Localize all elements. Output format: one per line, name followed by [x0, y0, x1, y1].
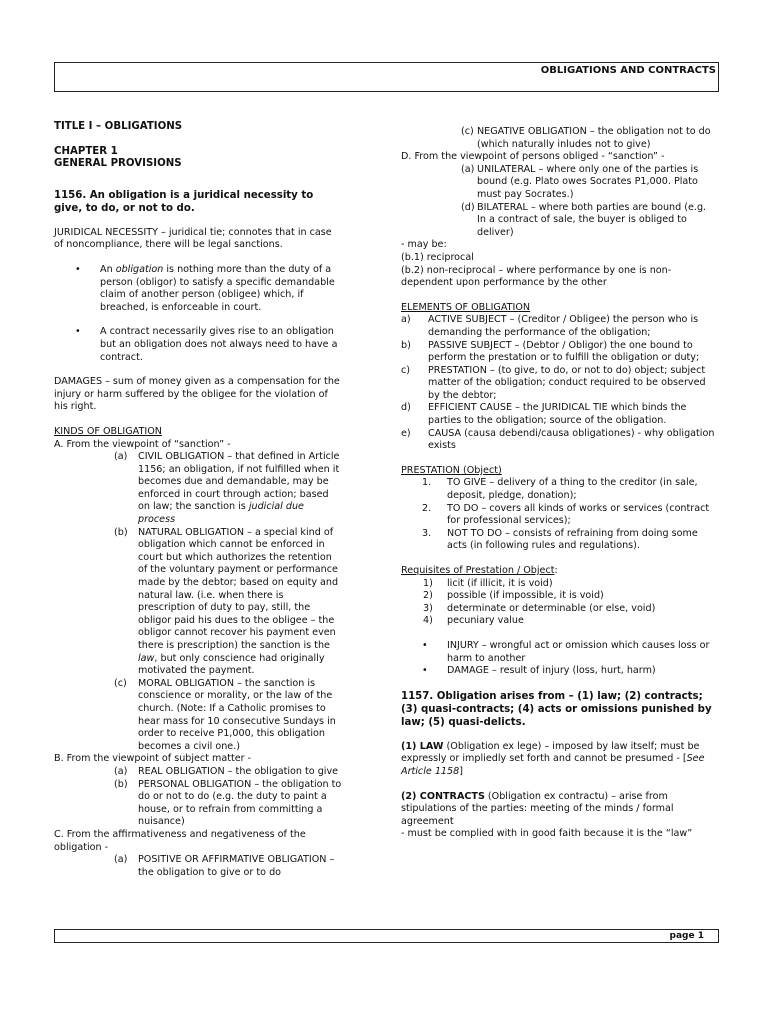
list-item: a) ACTIVE SUBJECT – (Creditor / Obligee) the person who is demanding the performance of the obligation;	[401, 314, 699, 338]
article-1156: 1156. An obligation is a juridical necessity to give, to do, or not to do.	[54, 189, 314, 214]
list-item-real: (a) REAL OBLIGATION – the obligation to give	[114, 765, 339, 777]
list-item: 1. TO GIVE – delivery of a thing to the creditor (in sale, deposit, pledge, donation);	[422, 477, 698, 502]
left-column	[54, 121, 342, 879]
requisites-heading: Requisites of Prestation / Object:	[401, 565, 558, 576]
may-be: - may be:	[401, 239, 447, 251]
title-heading: TITLE I – OBLIGATIONS	[54, 121, 183, 132]
page-footer	[54, 929, 719, 943]
list-item: e) CAUSA (causa debendi/causa obligationes) - why obligation exists	[401, 427, 715, 452]
kinds-heading: KINDS OF OBLIGATION	[54, 425, 162, 437]
prestation-heading: PRESTATION (Object)	[401, 464, 502, 476]
page-number: page 1	[669, 931, 704, 941]
list-item: 4) pecuniary value	[423, 615, 524, 627]
kind-c: C. From the affirmativeness and negativeness of the obligation -	[54, 828, 306, 853]
list-item: 3) determinate or determinable (or else, void)	[423, 602, 656, 614]
list-item: 2) possible (if impossible, it is void)	[423, 590, 604, 602]
non-reciprocal: (b.2) non-reciprocal – where performance by one is non-dependent upon performance by the other	[401, 264, 672, 289]
list-item: 2. TO DO – covers all kinds of works or services (contract for professional services);	[422, 502, 710, 527]
list-item: 1) licit (if illicit, it is void)	[423, 577, 553, 589]
damages-definition: DAMAGES – sum of money given as a compensation for the injury or harm suffered by the obligee for the violation of his right.	[54, 376, 340, 413]
kind-b: B. From the viewpoint of subject matter -	[54, 753, 252, 765]
kind-a: A. From the viewpoint of “sanction” -	[54, 438, 231, 450]
list-item: d) EFFICIENT CAUSE – the JURIDICAL TIE which binds the parties to the obligation; source of the obligation.	[401, 402, 687, 427]
header-title: OBLIGATIONS AND CONTRACTS	[540, 65, 716, 76]
list-item-bilateral: (d) BILATERAL – where both parties are bound (e.g. In a contract of sale, the buyer is obliged to deliver)	[461, 201, 707, 238]
bullet-obligation: • An obligation is nothing more than the duty of a person (obligor) to satisfy a specific demandable claim of another person (obligee) which, if breached, is enforceable in court.	[54, 264, 342, 314]
reciprocal: (b.1) reciprocal	[401, 251, 474, 263]
list-item: b) PASSIVE SUBJECT – (Debtor / Obligor) the one bound to perform the prestation or to fulfill the obligation or duty;	[401, 339, 700, 364]
list-item-positive: (a) POSITIVE OR AFFIRMATIVE OBLIGATION – the obligation to give or to do	[114, 854, 335, 878]
bullet-contract: • A contract necessarily gives rise to an obligation but an obligation does not always need to have a contract.	[54, 326, 342, 364]
page-header	[54, 62, 719, 92]
bullet-damage: • DAMAGE – result of injury (loss, hurt, harm)	[401, 665, 717, 678]
juridical-necessity-definition: JURIDICAL NECESSITY – juridical tie; connotes that in case of noncompliance, there will be legal sanctions.	[54, 226, 332, 251]
right-column	[401, 126, 717, 841]
list-item-unilateral: (a) UNILATERAL – where only one of the parties is bound (e.g. Plato owes Socrates P1,000. Plato must pay Socrates.)	[461, 163, 699, 200]
article-1157: 1157. Obligation arises from – (1) law; (2) contracts; (3) quasi-contracts; (4) acts or omissions punished by law; (5) quasi-delicts.	[401, 690, 712, 728]
source-contracts: (2) CONTRACTS (Obligation ex contractu) – arise from stipulations of the parties: meeting of the minds / formal agreement	[401, 790, 674, 827]
chapter-heading: CHAPTER 1	[54, 145, 118, 157]
list-item: 3. NOT TO DO – consists of refraining from doing some acts (in following rules and regulations).	[422, 527, 698, 552]
list-item-moral: (c) MORAL OBLIGATION – the sanction is conscience or morality, or the law of the church. (Note: If a Catholic promises to hear mass for 10 consecutive Sundays in order to receive P1,000, this obligation becomes a civil one.)	[114, 677, 336, 752]
list-item-civil: (a) CIVIL OBLIGATION – that defined in Article 1156; an obligation, if not fulfilled when it becomes due and demandable, may be enforced in court through action; based on law; the sanction is judicial due process	[114, 451, 340, 526]
list-item-personal: (b) PERSONAL OBLIGATION – the obligation to do or not to do (e.g. the duty to paint a house, or to refrain from committing a nuisance)	[114, 778, 342, 828]
list-item-natural: (b) NATURAL OBLIGATION – a special kind of obligation which cannot be enforced in court but which authorizes the retention of the voluntary payment or performance made by the debtor; based on equity and natural law. (i.e. when there is prescription of duty to pay, still, the obligor paid his dues to the obligee – the obligor cannot recover his payment even there is prescription) the sanction is the law, but only conscience had originally motivated the payment.	[114, 526, 339, 677]
chapter-name: GENERAL PROVISIONS	[54, 158, 182, 170]
list-item: c) PRESTATION – (to give, to do, or not to do) object; subject matter of the obligation; conduct required to be observed by the debtor;	[401, 364, 706, 401]
source-contracts-note: - must be complied with in good faith because it is the “law”	[401, 828, 693, 840]
source-law: (1) LAW (Obligation ex lege) – imposed by law itself; must be expressly or impliedly set forth and cannot be presumed - [See Article 1158]	[401, 740, 705, 777]
kind-d: D. From the viewpoint of persons obliged - “sanction” -	[401, 151, 665, 163]
bullet-injury: • INJURY – wrongful act or omission which causes loss or harm to another	[401, 640, 717, 665]
list-item-negative: (c) NEGATIVE OBLIGATION – the obligation not to do (which naturally inludes not to give)	[461, 126, 711, 150]
elements-heading: ELEMENTS OF OBLIGATION	[401, 301, 531, 313]
